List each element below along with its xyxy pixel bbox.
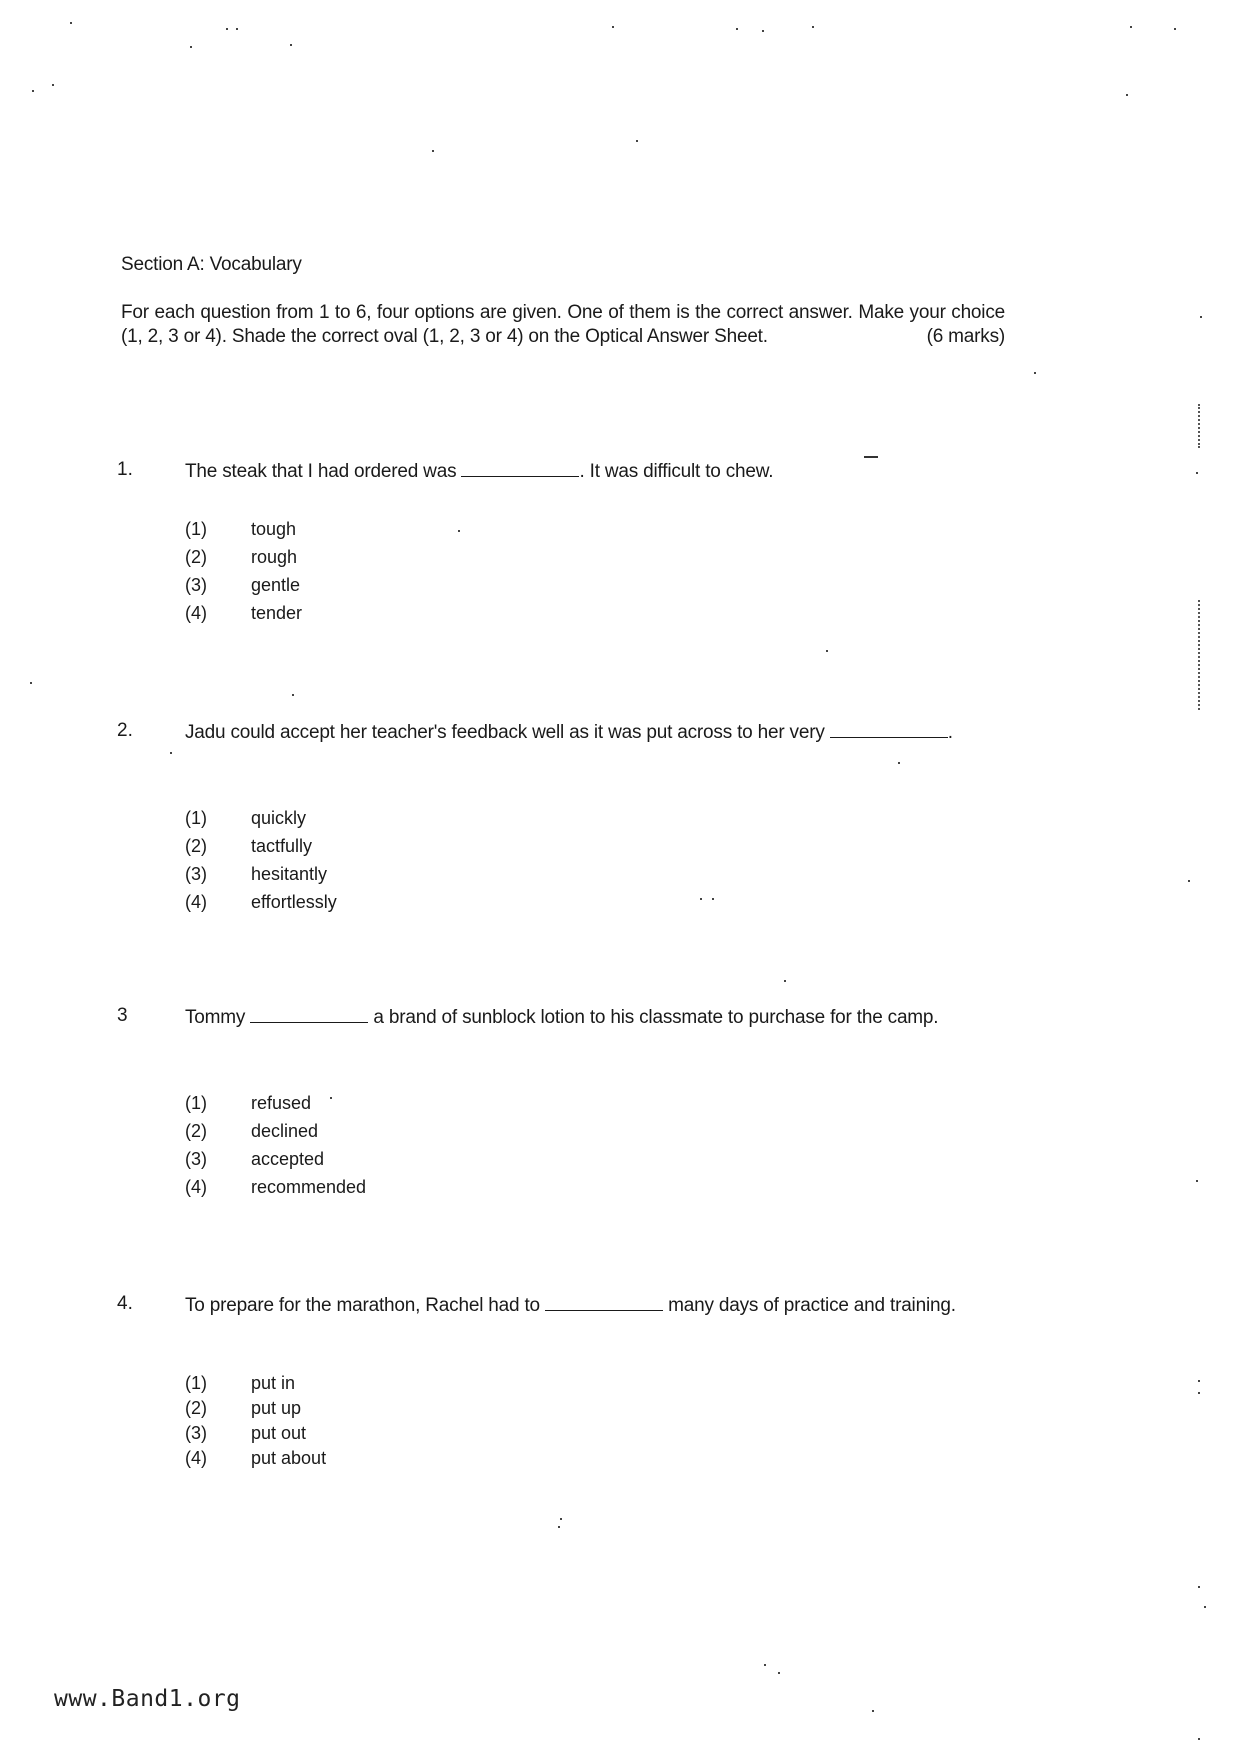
option-item [185, 1145, 366, 1173]
option-text: gentle [251, 575, 301, 595]
option-item [185, 571, 302, 599]
option-item [185, 515, 302, 543]
instructions-text: For each question from 1 to 6, four options are given. One of them is the correct answer. Make your choice (1, 2, 3 or 4). Shade the correct oval (1, 2, 3 or 4) on the Optical Answer Sheet. [121, 302, 1005, 347]
option-number: (3) [185, 864, 207, 884]
option-number: (2) [185, 1398, 207, 1418]
option-item [185, 599, 302, 627]
question-stem [185, 459, 1005, 485]
option-item [185, 1421, 326, 1446]
option-item [185, 1371, 326, 1396]
option-text: put up [251, 1398, 302, 1418]
answer-blank [250, 1006, 368, 1023]
option-text: tough [251, 519, 297, 539]
question-stem [185, 720, 1005, 746]
question-number: 4. [117, 1293, 133, 1314]
option-text: tender [251, 603, 303, 623]
option-text: put out [251, 1423, 307, 1443]
option-item [185, 804, 337, 832]
stem-after: . [947, 722, 953, 743]
stem-after: . It was difficult to chew. [579, 461, 774, 482]
option-text: accepted [251, 1149, 325, 1169]
option-number: (2) [185, 547, 207, 567]
option-number: (4) [185, 1448, 207, 1468]
option-item [185, 543, 302, 571]
option-text: declined [251, 1121, 319, 1141]
option-number: (4) [185, 1177, 207, 1197]
option-list [185, 804, 337, 916]
option-text: effortlessly [251, 892, 337, 912]
option-number: (3) [185, 575, 207, 595]
option-item [185, 1446, 326, 1471]
option-number: (1) [185, 1093, 207, 1113]
option-number: (1) [185, 519, 207, 539]
option-item [185, 1117, 366, 1145]
option-item [185, 832, 337, 860]
option-text: put in [251, 1373, 296, 1393]
option-item [185, 860, 337, 888]
site-watermark: www.Band1.org [54, 1686, 241, 1712]
option-number: (1) [185, 808, 207, 828]
stem-after: many days of practice and training. [668, 1295, 956, 1316]
answer-blank [545, 1294, 663, 1311]
option-number: (4) [185, 892, 207, 912]
answer-blank [830, 721, 948, 738]
question-number: 3 [117, 1005, 128, 1026]
option-list [185, 1089, 366, 1201]
option-item [185, 1396, 326, 1421]
section-instructions [121, 301, 1005, 349]
option-number: (2) [185, 1121, 207, 1141]
stem-after: a brand of sunblock lotion to his classmate to purchase for the camp. [373, 1007, 939, 1028]
section-title: Section A: Vocabulary [121, 254, 302, 275]
option-item [185, 1089, 366, 1117]
stem-before: Jadu could accept her teacher's feedback well as it was put across to her very [185, 722, 825, 743]
option-list [185, 1371, 326, 1471]
option-text: quickly [251, 808, 307, 828]
option-text: refused [251, 1093, 312, 1113]
option-number: (1) [185, 1373, 207, 1393]
option-text: hesitantly [251, 864, 328, 884]
option-number: (4) [185, 603, 207, 623]
stem-before: Tommy [185, 1007, 246, 1028]
stem-before: The steak that I had ordered was [185, 461, 457, 482]
option-text: recommended [251, 1177, 367, 1197]
option-text: tactfully [251, 836, 313, 856]
question-number: 1. [117, 459, 133, 480]
option-number: (3) [185, 1423, 207, 1443]
stem-before: To prepare for the marathon, Rachel had to [185, 1295, 540, 1316]
option-list [185, 515, 302, 627]
question-stem [185, 1293, 1005, 1319]
option-number: (3) [185, 1149, 207, 1169]
option-item [185, 1173, 366, 1201]
option-text: rough [251, 547, 298, 567]
option-text: put about [251, 1448, 327, 1468]
section-marks: (6 marks) [926, 326, 1005, 347]
option-number: (2) [185, 836, 207, 856]
question-stem [185, 1005, 1005, 1031]
option-item [185, 888, 337, 916]
question-number: 2. [117, 720, 133, 741]
answer-blank [461, 460, 579, 477]
